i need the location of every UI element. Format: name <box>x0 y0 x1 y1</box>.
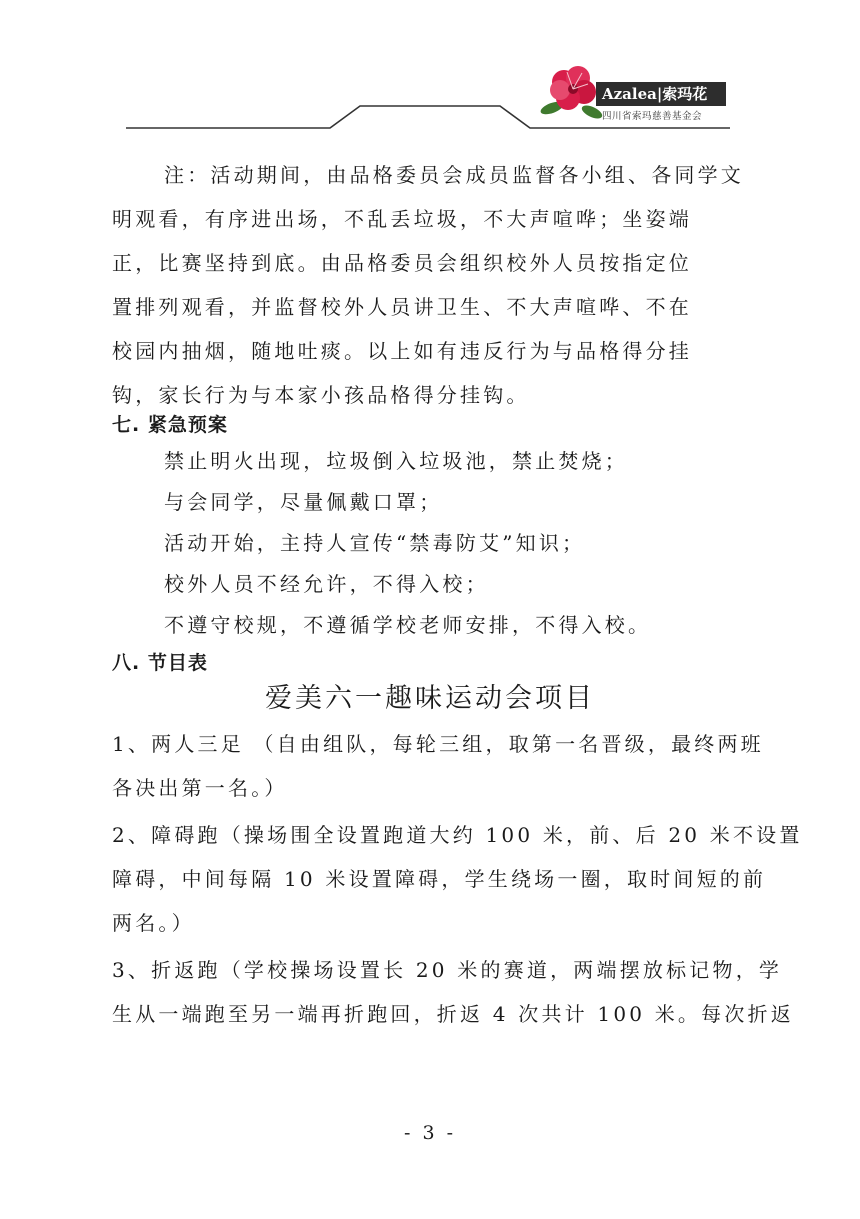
page-number: - 3 - <box>403 1122 456 1144</box>
emergency-item: 禁止明火出现，垃圾倒入垃圾池，禁止焚烧； <box>164 449 628 473</box>
header-rule <box>0 0 860 140</box>
note-line: 明观看，有序进出场，不乱丢垃圾，不大声喧哗；坐姿端 <box>112 207 692 231</box>
section-heading-program: 八. 节目表 <box>112 652 208 674</box>
emergency-item: 与会同学，尽量佩戴口罩； <box>164 490 443 514</box>
program-item-line: 障碍，中间每隔 10 米设置障碍，学生绕场一圈，取时间短的前 <box>112 867 767 891</box>
note-line: 校园内抽烟，随地吐痰。以上如有违反行为与品格得分挂 <box>112 339 692 363</box>
program-item-line: 2、障碍跑（操场围全设置跑道大约 100 米，前、后 20 米不设置 <box>112 823 803 847</box>
note-line: 正，比赛坚持到底。由品格委员会组织校外人员按指定位 <box>112 251 692 275</box>
section-heading-emergency: 七. 紧急预案 <box>112 414 228 436</box>
emergency-item: 不遵守校规，不遵循学校老师安排，不得入校。 <box>164 613 652 637</box>
note-line: 置排列观看，并监督校外人员讲卫生、不大声喧哗、不在 <box>112 295 692 319</box>
program-item-line: 生从一端跑至另一端再折跑回，折返 4 次共计 100 米。每次折返 <box>112 1002 794 1026</box>
logo-org-name: 四川省索玛慈善基金会 <box>602 111 703 122</box>
program-title: 爱美六一趣味运动会项目 <box>265 683 595 714</box>
program-item-line: 各决出第一名。） <box>112 776 288 800</box>
foundation-logo <box>538 62 728 128</box>
logo-brand-text: Azalea|索玛花 <box>596 82 726 106</box>
program-item-line: 两名。） <box>112 911 195 935</box>
note-line: 注：活动期间，由品格委员会成员监督各小组、各同学文 <box>164 163 744 187</box>
emergency-item: 校外人员不经允许，不得入校； <box>164 572 489 596</box>
program-item-line: 1、两人三足 （自由组队，每轮三组，取第一名晋级，最终两班 <box>112 732 764 756</box>
note-line: 钩，家长行为与本家小孩品格得分挂钩。 <box>112 383 530 407</box>
program-item-line: 3、折返跑（学校操场设置长 20 米的赛道，两端摆放标记物，学 <box>112 958 783 982</box>
emergency-item: 活动开始，主持人宣传“禁毒防艾”知识； <box>164 531 586 555</box>
